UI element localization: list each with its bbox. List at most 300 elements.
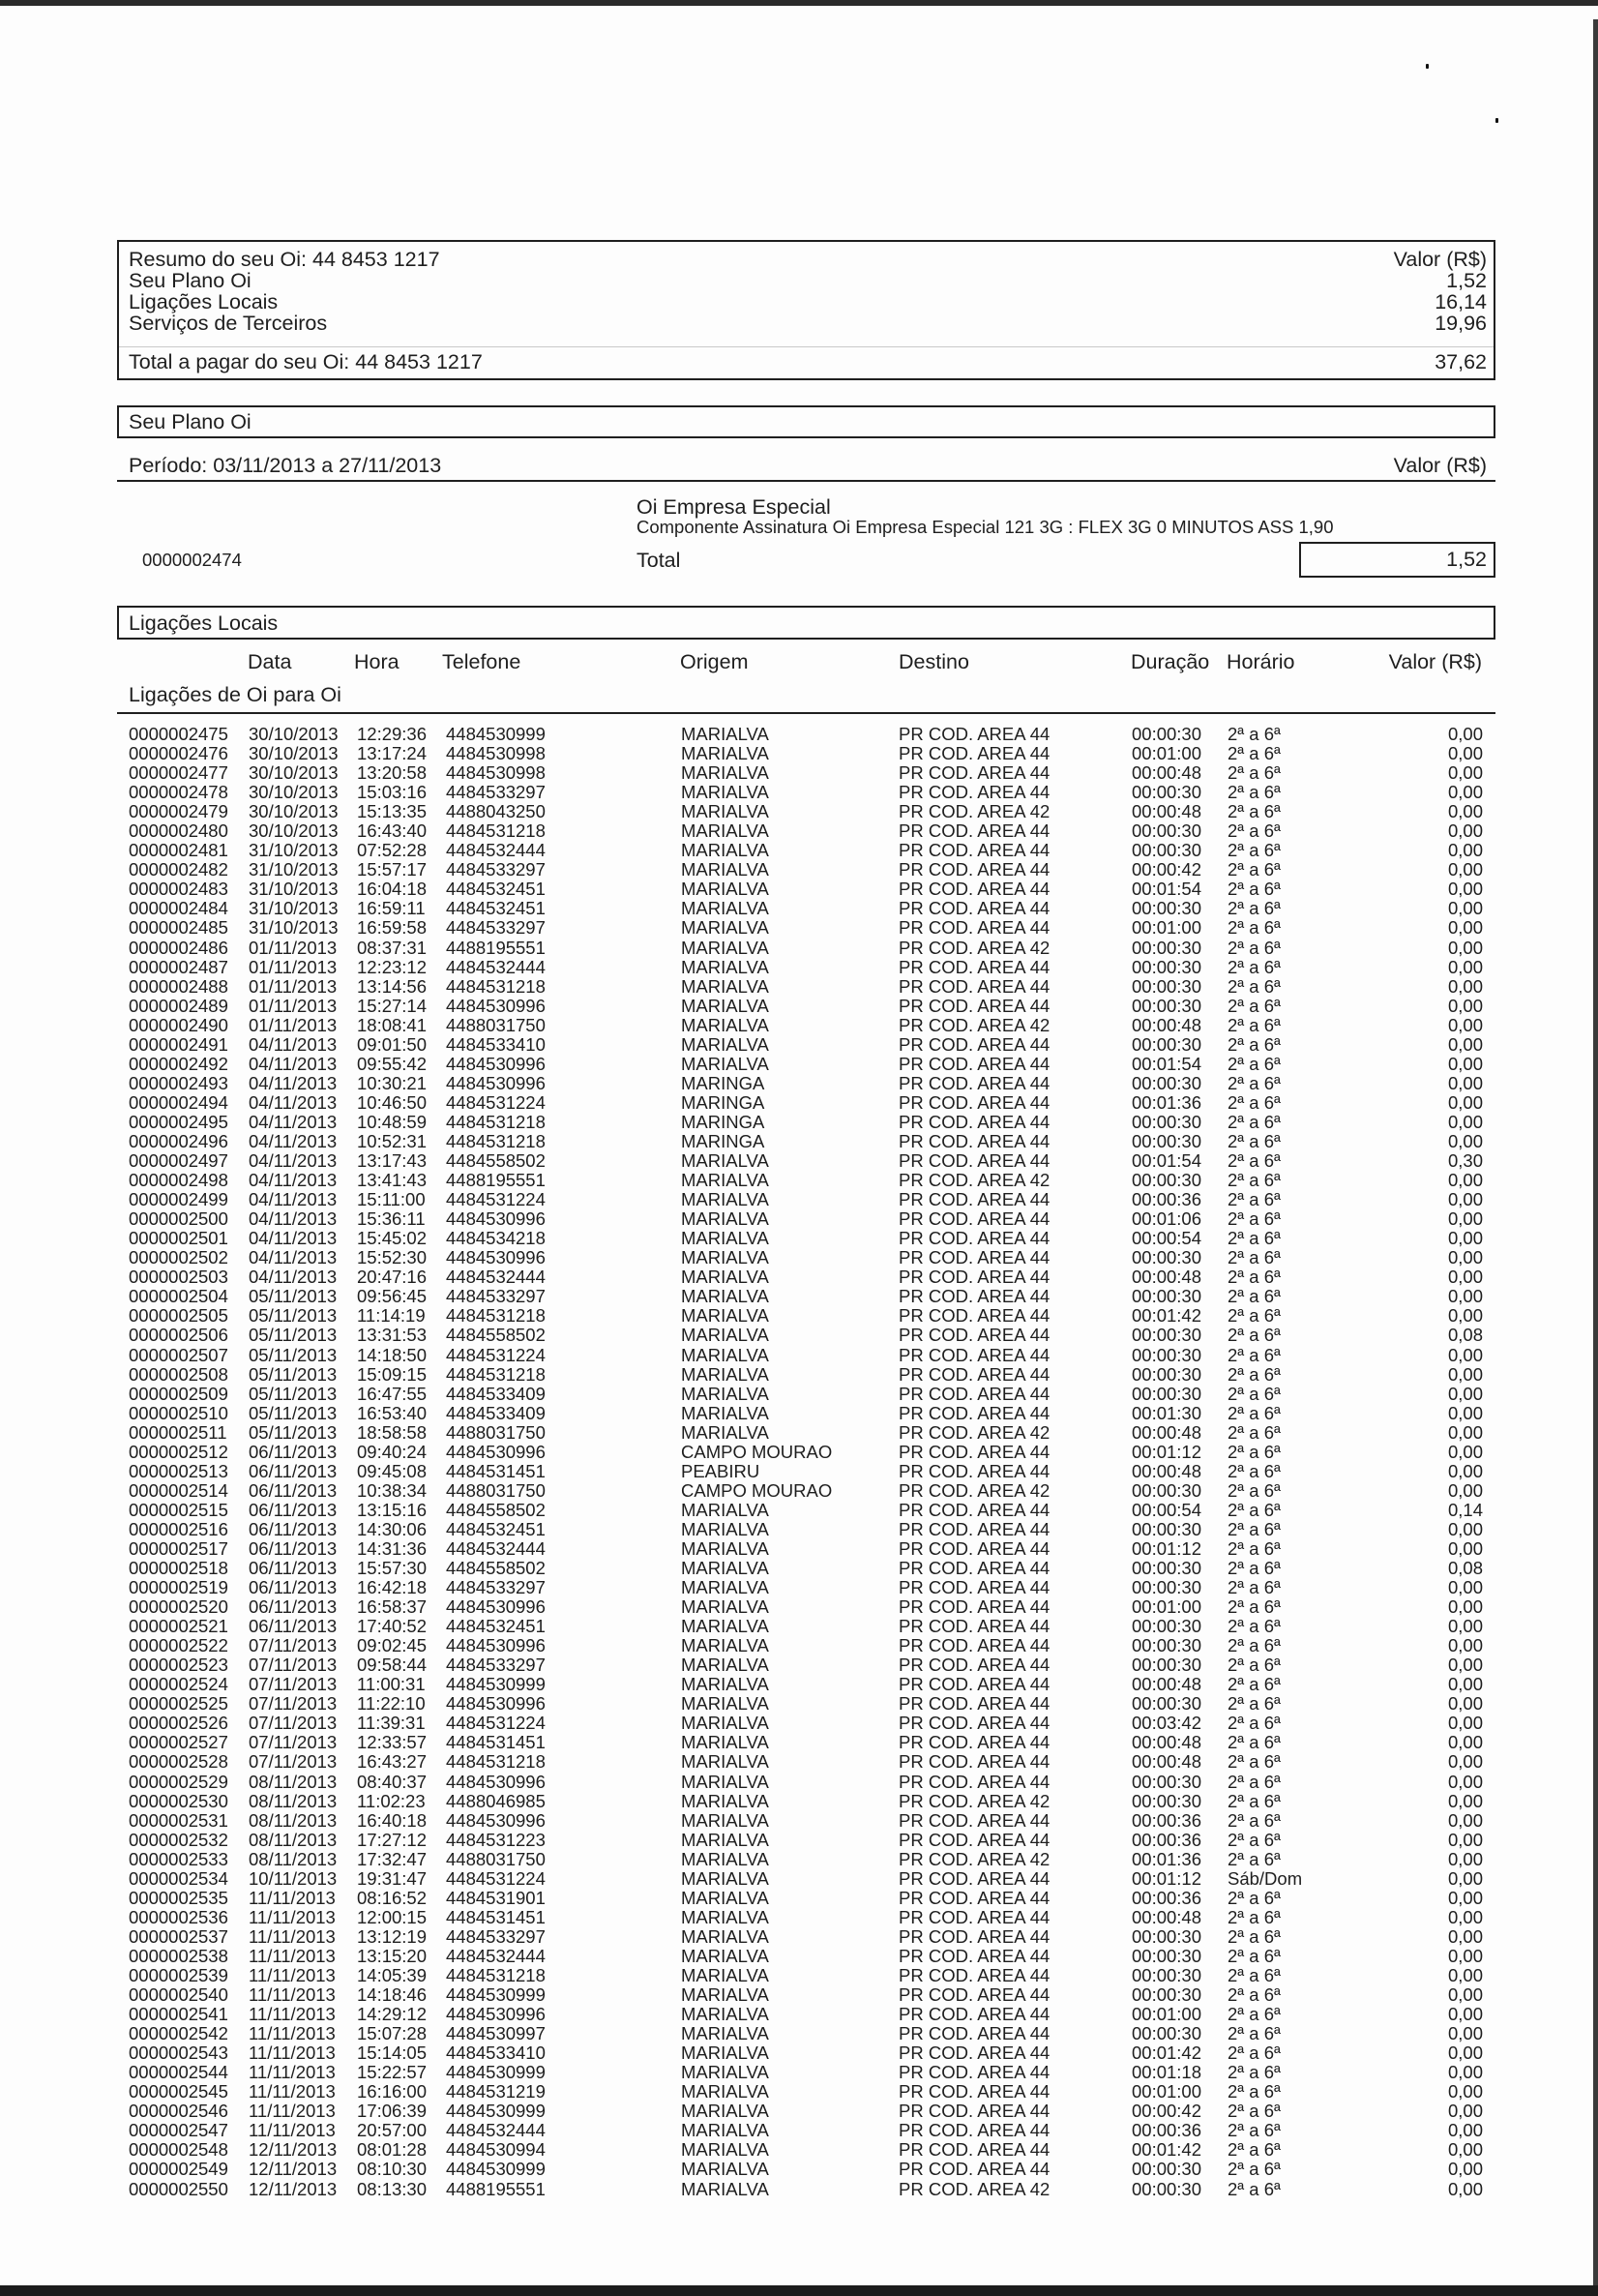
call-id: 0000002519 xyxy=(129,1577,228,1598)
call-period: 2ª a 6ª xyxy=(1228,1247,1281,1268)
call-date: 07/11/2013 xyxy=(249,1655,338,1676)
call-value: 0,00 xyxy=(1447,2159,1483,2180)
call-period: 2ª a 6ª xyxy=(1228,1635,1281,1656)
call-row xyxy=(0,1443,1598,1462)
call-date: 12/11/2013 xyxy=(249,2139,338,2161)
call-origin: MARIALVA xyxy=(681,898,769,919)
call-date: 30/10/2013 xyxy=(249,724,339,744)
call-time: 17:32:47 xyxy=(357,1848,428,1869)
call-destination: PR COD. AREA 44 xyxy=(899,1091,1051,1113)
call-id: 0000002488 xyxy=(129,975,228,997)
call-origin: MARIALVA xyxy=(681,2139,769,2161)
local-calls-section-header xyxy=(117,606,1495,640)
call-date: 11/11/2013 xyxy=(249,2023,336,2044)
call-time: 10:38:34 xyxy=(357,1479,428,1501)
call-origin: MARIALVA xyxy=(681,2043,769,2064)
call-period: 2ª a 6ª xyxy=(1228,1537,1281,1559)
call-phone: 4484533297 xyxy=(446,917,546,939)
call-id: 0000002504 xyxy=(129,1286,228,1307)
call-time: 17:27:12 xyxy=(357,1829,428,1850)
local-calls-section-title: Ligações Locais xyxy=(129,611,279,635)
call-date: 07/11/2013 xyxy=(249,1751,338,1773)
call-destination: PR COD. AREA 44 xyxy=(899,743,1051,764)
plan-line-id: 0000002474 xyxy=(142,550,242,570)
call-origin: PEABIRU xyxy=(681,1460,760,1481)
call-date: 05/11/2013 xyxy=(249,1286,338,1307)
call-period: 2ª a 6ª xyxy=(1228,1363,1281,1385)
call-id: 0000002497 xyxy=(129,1150,228,1172)
call-destination: PR COD. AREA 44 xyxy=(899,1325,1051,1346)
call-period: 2ª a 6ª xyxy=(1228,2062,1281,2083)
call-id: 0000002535 xyxy=(129,1887,228,1908)
call-phone: 4484531218 xyxy=(446,1111,546,1132)
call-phone: 4484530999 xyxy=(446,1984,546,2006)
call-date: 01/11/2013 xyxy=(249,956,338,977)
call-time: 09:01:50 xyxy=(357,1033,428,1055)
call-date: 11/11/2013 xyxy=(249,2081,336,2102)
call-id: 0000002492 xyxy=(129,1053,228,1074)
summary-divider xyxy=(119,346,1494,347)
call-time: 15:45:02 xyxy=(357,1228,428,1249)
call-destination: PR COD. AREA 44 xyxy=(899,1228,1051,1249)
call-time: 08:10:30 xyxy=(357,2159,428,2180)
call-row xyxy=(0,1792,1598,1811)
call-duration: 00:00:36 xyxy=(1132,1829,1202,1850)
call-time: 17:40:52 xyxy=(357,1616,428,1637)
call-duration: 00:00:54 xyxy=(1132,1228,1202,1249)
call-origin: MARIALVA xyxy=(681,917,769,939)
call-phone: 4484530999 xyxy=(446,724,546,744)
call-time: 16:42:18 xyxy=(357,1577,428,1598)
call-time: 15:03:16 xyxy=(357,782,428,803)
call-date: 04/11/2013 xyxy=(249,1150,338,1172)
call-value: 0,00 xyxy=(1447,1033,1483,1055)
call-origin: MARIALVA xyxy=(681,1829,769,1850)
call-duration: 00:00:30 xyxy=(1132,1383,1202,1404)
call-date: 08/11/2013 xyxy=(249,1790,338,1811)
call-origin: MARIALVA xyxy=(681,1655,769,1676)
call-destination: PR COD. AREA 44 xyxy=(899,2139,1051,2161)
call-origin: MARIALVA xyxy=(681,1363,769,1385)
call-row xyxy=(0,1016,1598,1035)
call-destination: PR COD. AREA 44 xyxy=(899,1809,1051,1831)
call-row xyxy=(0,1752,1598,1772)
call-duration: 00:00:30 xyxy=(1132,2178,1202,2199)
call-destination: PR COD. AREA 44 xyxy=(899,782,1051,803)
call-destination: PR COD. AREA 44 xyxy=(899,956,1051,977)
call-row xyxy=(0,2140,1598,2160)
call-time: 12:00:15 xyxy=(357,1906,428,1927)
call-period: 2ª a 6ª xyxy=(1228,1751,1281,1773)
call-origin: MARIALVA xyxy=(681,859,769,880)
call-value: 0,00 xyxy=(1447,743,1483,764)
call-row xyxy=(0,1306,1598,1326)
call-value: 0,00 xyxy=(1447,1616,1483,1637)
call-time: 09:55:42 xyxy=(357,1053,428,1074)
call-phone: 4488195551 xyxy=(446,1170,546,1191)
call-date: 04/11/2013 xyxy=(249,1247,338,1268)
call-duration: 00:00:30 xyxy=(1132,1984,1202,2006)
call-id: 0000002532 xyxy=(129,1829,228,1850)
call-row xyxy=(0,1520,1598,1539)
call-row xyxy=(0,2082,1598,2102)
call-destination: PR COD. AREA 44 xyxy=(899,917,1051,939)
call-id: 0000002521 xyxy=(129,1616,228,1637)
call-date: 30/10/2013 xyxy=(249,782,339,803)
call-date: 31/10/2013 xyxy=(249,898,339,919)
call-origin: MARIALVA xyxy=(681,2159,769,2180)
call-phone: 4488031750 xyxy=(446,1014,546,1035)
call-value: 0,00 xyxy=(1447,1441,1483,1462)
call-period: 2ª a 6ª xyxy=(1228,937,1281,958)
call-time: 15:09:15 xyxy=(357,1363,428,1385)
call-origin: MARIALVA xyxy=(681,2062,769,2083)
call-destination: PR COD. AREA 44 xyxy=(899,2062,1051,2083)
call-date: 12/11/2013 xyxy=(249,2159,338,2180)
call-phone: 4484530999 xyxy=(446,2062,546,2083)
call-duration: 00:01:30 xyxy=(1132,1402,1202,1423)
call-duration: 00:00:36 xyxy=(1132,2120,1202,2141)
call-phone: 4484558502 xyxy=(446,1499,546,1520)
call-value: 0,00 xyxy=(1447,1091,1483,1113)
call-date: 07/11/2013 xyxy=(249,1674,338,1695)
call-value: 0,00 xyxy=(1447,1130,1483,1151)
call-date: 11/11/2013 xyxy=(249,2101,336,2122)
call-value: 0,00 xyxy=(1447,782,1483,803)
call-period: 2ª a 6ª xyxy=(1228,1809,1281,1831)
call-destination: PR COD. AREA 44 xyxy=(899,1344,1051,1365)
call-time: 11:00:31 xyxy=(357,1674,426,1695)
call-destination: PR COD. AREA 44 xyxy=(899,1247,1051,1268)
call-destination: PR COD. AREA 44 xyxy=(899,2101,1051,2122)
call-row xyxy=(0,1966,1598,1985)
call-period: 2ª a 6ª xyxy=(1228,975,1281,997)
call-id: 0000002489 xyxy=(129,995,228,1016)
call-date: 05/11/2013 xyxy=(249,1363,338,1385)
call-id: 0000002502 xyxy=(129,1247,228,1268)
call-row xyxy=(0,939,1598,958)
call-value: 0,00 xyxy=(1447,1751,1483,1773)
call-id: 0000002515 xyxy=(129,1499,228,1520)
call-origin: MARIALVA xyxy=(681,1848,769,1869)
call-value: 0,00 xyxy=(1447,840,1483,861)
call-phone: 4484530996 xyxy=(446,1693,546,1715)
call-period: 2ª a 6ª xyxy=(1228,1965,1281,1985)
call-phone: 4484531218 xyxy=(446,1305,546,1327)
call-destination: PR COD. AREA 42 xyxy=(899,937,1051,958)
call-destination: PR COD. AREA 44 xyxy=(899,1460,1051,1481)
call-time: 13:31:53 xyxy=(357,1325,428,1346)
call-destination: PR COD. AREA 44 xyxy=(899,1537,1051,1559)
call-origin: MARIALVA xyxy=(681,1499,769,1520)
call-origin: MARIALVA xyxy=(681,1033,769,1055)
call-time: 15:57:17 xyxy=(357,859,428,880)
call-value: 0,14 xyxy=(1447,1499,1483,1520)
call-id: 0000002506 xyxy=(129,1325,228,1346)
call-duration: 00:01:54 xyxy=(1132,1150,1202,1172)
call-id: 0000002495 xyxy=(129,1111,228,1132)
call-time: 09:40:24 xyxy=(357,1441,428,1462)
call-phone: 4484530996 xyxy=(446,1809,546,1831)
call-value: 0,00 xyxy=(1447,1053,1483,1074)
call-phone: 4488031750 xyxy=(446,1421,546,1443)
call-value: 0,00 xyxy=(1447,1402,1483,1423)
call-period: 2ª a 6ª xyxy=(1228,1170,1281,1191)
call-row xyxy=(0,1035,1598,1055)
call-id: 0000002538 xyxy=(129,1945,228,1966)
call-value: 0,00 xyxy=(1447,937,1483,958)
call-date: 31/10/2013 xyxy=(249,859,339,880)
call-value: 0,00 xyxy=(1447,1867,1483,1889)
call-origin: MARIALVA xyxy=(681,956,769,977)
call-id: 0000002541 xyxy=(129,2004,228,2025)
call-row xyxy=(0,918,1598,938)
call-period: 2ª a 6ª xyxy=(1228,2081,1281,2102)
call-phone: 4484532444 xyxy=(446,1537,546,1559)
call-row xyxy=(0,2180,1598,2199)
call-duration: 00:00:48 xyxy=(1132,1674,1202,1695)
call-origin: MARIALVA xyxy=(681,1771,769,1792)
call-time: 11:39:31 xyxy=(357,1713,426,1734)
call-date: 11/11/2013 xyxy=(249,1925,336,1947)
call-phone: 4484530996 xyxy=(446,1053,546,1074)
call-phone: 4484533297 xyxy=(446,1655,546,1676)
call-phone: 4484531218 xyxy=(446,1965,546,1985)
call-origin: MARIALVA xyxy=(681,1305,769,1327)
call-period: 2ª a 6ª xyxy=(1228,1402,1281,1423)
call-origin: MARIALVA xyxy=(681,1325,769,1346)
call-date: 06/11/2013 xyxy=(249,1441,338,1462)
call-row xyxy=(0,1831,1598,1850)
call-destination: PR COD. AREA 44 xyxy=(899,820,1051,842)
call-origin: MARIALVA xyxy=(681,2101,769,2122)
call-value: 0,00 xyxy=(1447,1965,1483,1985)
call-destination: PR COD. AREA 42 xyxy=(899,2178,1051,2199)
call-origin: MARIALVA xyxy=(681,879,769,900)
call-phone: 4484533409 xyxy=(446,1383,546,1404)
call-duration: 00:00:48 xyxy=(1132,1906,1202,1927)
call-origin: MARIALVA xyxy=(681,2004,769,2025)
call-date: 30/10/2013 xyxy=(249,801,339,822)
call-destination: PR COD. AREA 42 xyxy=(899,1014,1051,1035)
call-period: 2ª a 6ª xyxy=(1228,1790,1281,1811)
call-origin: MARIALVA xyxy=(681,1150,769,1172)
call-phone: 4484531451 xyxy=(446,1460,546,1481)
call-value: 0,08 xyxy=(1447,1325,1483,1346)
call-id: 0000002522 xyxy=(129,1635,228,1656)
call-id: 0000002500 xyxy=(129,1208,228,1230)
call-origin: MARIALVA xyxy=(681,1867,769,1889)
call-origin: MARIALVA xyxy=(681,937,769,958)
call-origin: MARIALVA xyxy=(681,1577,769,1598)
call-duration: 00:00:30 xyxy=(1132,1693,1202,1715)
call-destination: PR COD. AREA 44 xyxy=(899,1693,1051,1715)
call-time: 09:56:45 xyxy=(357,1286,428,1307)
column-header-phone: Telefone xyxy=(442,650,521,673)
call-value: 0,00 xyxy=(1447,1577,1483,1598)
call-origin: MARIALVA xyxy=(681,724,769,744)
call-origin: MARIALVA xyxy=(681,1402,769,1423)
call-origin: MARIALVA xyxy=(681,1809,769,1831)
call-date: 31/10/2013 xyxy=(249,840,339,861)
call-value: 0,00 xyxy=(1447,1383,1483,1404)
call-row xyxy=(0,2063,1598,2082)
call-value: 0,00 xyxy=(1447,1906,1483,1927)
call-value: 0,00 xyxy=(1447,1693,1483,1715)
call-origin: MARIALVA xyxy=(681,1616,769,1637)
call-period: 2ª a 6ª xyxy=(1228,820,1281,842)
call-period: 2ª a 6ª xyxy=(1228,1945,1281,1966)
call-phone: 4484530999 xyxy=(446,1674,546,1695)
call-destination: PR COD. AREA 44 xyxy=(899,879,1051,900)
call-destination: PR COD. AREA 44 xyxy=(899,1906,1051,1927)
call-period: 2ª a 6ª xyxy=(1228,2101,1281,2122)
call-value: 0,00 xyxy=(1447,917,1483,939)
call-destination: PR COD. AREA 44 xyxy=(899,1771,1051,1792)
summary-item-label: Serviços de Terceiros xyxy=(129,312,328,335)
call-period: 2ª a 6ª xyxy=(1228,1189,1281,1210)
call-period: 2ª a 6ª xyxy=(1228,2178,1281,2199)
call-row xyxy=(0,1171,1598,1190)
call-duration: 00:00:30 xyxy=(1132,1790,1202,1811)
call-origin: MARIALVA xyxy=(681,2120,769,2141)
call-duration: 00:00:30 xyxy=(1132,724,1202,744)
call-row xyxy=(0,2102,1598,2121)
call-date: 11/11/2013 xyxy=(249,2120,336,2141)
call-phone: 4484531224 xyxy=(446,1867,546,1889)
call-duration: 00:01:06 xyxy=(1132,1208,1202,1230)
call-time: 14:05:39 xyxy=(357,1965,428,1985)
call-id: 0000002486 xyxy=(129,937,228,958)
call-date: 04/11/2013 xyxy=(249,1053,338,1074)
call-date: 06/11/2013 xyxy=(249,1616,338,1637)
call-row xyxy=(0,1559,1598,1578)
call-period: 2ª a 6ª xyxy=(1228,1441,1281,1462)
call-period: 2ª a 6ª xyxy=(1228,1111,1281,1132)
call-value: 0,00 xyxy=(1447,1635,1483,1656)
call-origin: MARIALVA xyxy=(681,1228,769,1249)
call-origin: MARIALVA xyxy=(681,1537,769,1559)
call-period: 2ª a 6ª xyxy=(1228,1072,1281,1093)
call-phone: 4484530996 xyxy=(446,2004,546,2025)
call-phone: 4488043250 xyxy=(446,801,546,822)
call-duration: 00:00:42 xyxy=(1132,859,1202,880)
call-row xyxy=(0,1597,1598,1617)
call-time: 13:14:56 xyxy=(357,975,428,997)
call-destination: PR COD. AREA 44 xyxy=(899,1111,1051,1132)
call-phone: 4484532451 xyxy=(446,879,546,900)
call-duration: 00:01:00 xyxy=(1132,2081,1202,2102)
call-period: 2ª a 6ª xyxy=(1228,2159,1281,2180)
call-value: 0,00 xyxy=(1447,1674,1483,1695)
call-destination: PR COD. AREA 44 xyxy=(899,724,1051,744)
column-header-value: Valor (R$) xyxy=(1388,650,1482,673)
call-value: 0,00 xyxy=(1447,1344,1483,1365)
call-date: 04/11/2013 xyxy=(249,1267,338,1288)
call-period: 2ª a 6ª xyxy=(1228,1848,1281,1869)
call-period: 2ª a 6ª xyxy=(1228,1053,1281,1074)
call-id: 0000002498 xyxy=(129,1170,228,1191)
call-time: 15:22:57 xyxy=(357,2062,428,2083)
call-time: 13:20:58 xyxy=(357,762,428,784)
call-date: 05/11/2013 xyxy=(249,1383,338,1404)
call-duration: 00:00:30 xyxy=(1132,1325,1202,1346)
call-period: 2ª a 6ª xyxy=(1228,859,1281,880)
call-origin: MARIALVA xyxy=(681,820,769,842)
scan-speck xyxy=(1495,118,1498,123)
column-header-time: Hora xyxy=(354,650,400,673)
call-id: 0000002518 xyxy=(129,1558,228,1579)
call-phone: 4484533297 xyxy=(446,1286,546,1307)
call-phone: 4484531218 xyxy=(446,1751,546,1773)
call-value: 0,00 xyxy=(1447,1809,1483,1831)
call-id: 0000002540 xyxy=(129,1984,228,2006)
call-date: 04/11/2013 xyxy=(249,1189,338,1210)
call-phone: 4484532451 xyxy=(446,898,546,919)
call-origin: MARIALVA xyxy=(681,1751,769,1773)
call-value: 0,00 xyxy=(1447,1925,1483,1947)
call-date: 11/11/2013 xyxy=(249,2004,336,2025)
call-duration: 00:01:00 xyxy=(1132,917,1202,939)
call-row xyxy=(0,977,1598,997)
call-time: 16:59:58 xyxy=(357,917,428,939)
call-time: 14:29:12 xyxy=(357,2004,428,2025)
call-value: 0,00 xyxy=(1447,1790,1483,1811)
call-phone: 4484533297 xyxy=(446,1577,546,1598)
call-value: 0,00 xyxy=(1447,1829,1483,1850)
call-phone: 4484530996 xyxy=(446,1635,546,1656)
call-period: 2ª a 6ª xyxy=(1228,1228,1281,1249)
call-origin: MARIALVA xyxy=(681,2081,769,2102)
call-date: 11/11/2013 xyxy=(249,1984,336,2006)
call-row xyxy=(0,1132,1598,1151)
call-time: 13:15:16 xyxy=(357,1499,428,1520)
call-phone: 4484558502 xyxy=(446,1325,546,1346)
call-destination: PR COD. AREA 44 xyxy=(899,1945,1051,1966)
call-id: 0000002487 xyxy=(129,956,228,977)
summary-box xyxy=(117,240,1495,380)
call-period: 2ª a 6ª xyxy=(1228,1693,1281,1715)
call-destination: PR COD. AREA 44 xyxy=(899,1925,1051,1947)
call-value: 0,00 xyxy=(1447,1848,1483,1869)
call-destination: PR COD. AREA 44 xyxy=(899,1499,1051,1520)
call-row xyxy=(0,1055,1598,1074)
call-duration: 00:01:18 xyxy=(1132,2062,1202,2083)
call-duration: 00:00:30 xyxy=(1132,2023,1202,2044)
call-phone: 4484533410 xyxy=(446,2043,546,2064)
call-time: 15:57:30 xyxy=(357,1558,428,1579)
call-time: 14:31:36 xyxy=(357,1537,428,1559)
call-duration: 00:00:30 xyxy=(1132,1072,1202,1093)
call-destination: PR COD. AREA 44 xyxy=(899,1732,1051,1753)
call-date: 12/11/2013 xyxy=(249,2178,338,2199)
call-period: 2ª a 6ª xyxy=(1228,840,1281,861)
call-row xyxy=(0,1462,1598,1481)
call-period: 2ª a 6ª xyxy=(1228,1383,1281,1404)
call-id: 0000002493 xyxy=(129,1072,228,1093)
call-origin: MARIALVA xyxy=(681,762,769,784)
call-value: 0,00 xyxy=(1447,724,1483,744)
call-period: 2ª a 6ª xyxy=(1228,1713,1281,1734)
call-date: 11/11/2013 xyxy=(249,2062,336,2083)
call-duration: 00:01:12 xyxy=(1132,1537,1202,1559)
call-row xyxy=(0,1869,1598,1889)
call-phone: 4484530998 xyxy=(446,762,546,784)
call-value: 0,00 xyxy=(1447,762,1483,784)
call-row xyxy=(0,1694,1598,1714)
call-value: 0,00 xyxy=(1447,1771,1483,1792)
call-time: 16:40:18 xyxy=(357,1809,428,1831)
